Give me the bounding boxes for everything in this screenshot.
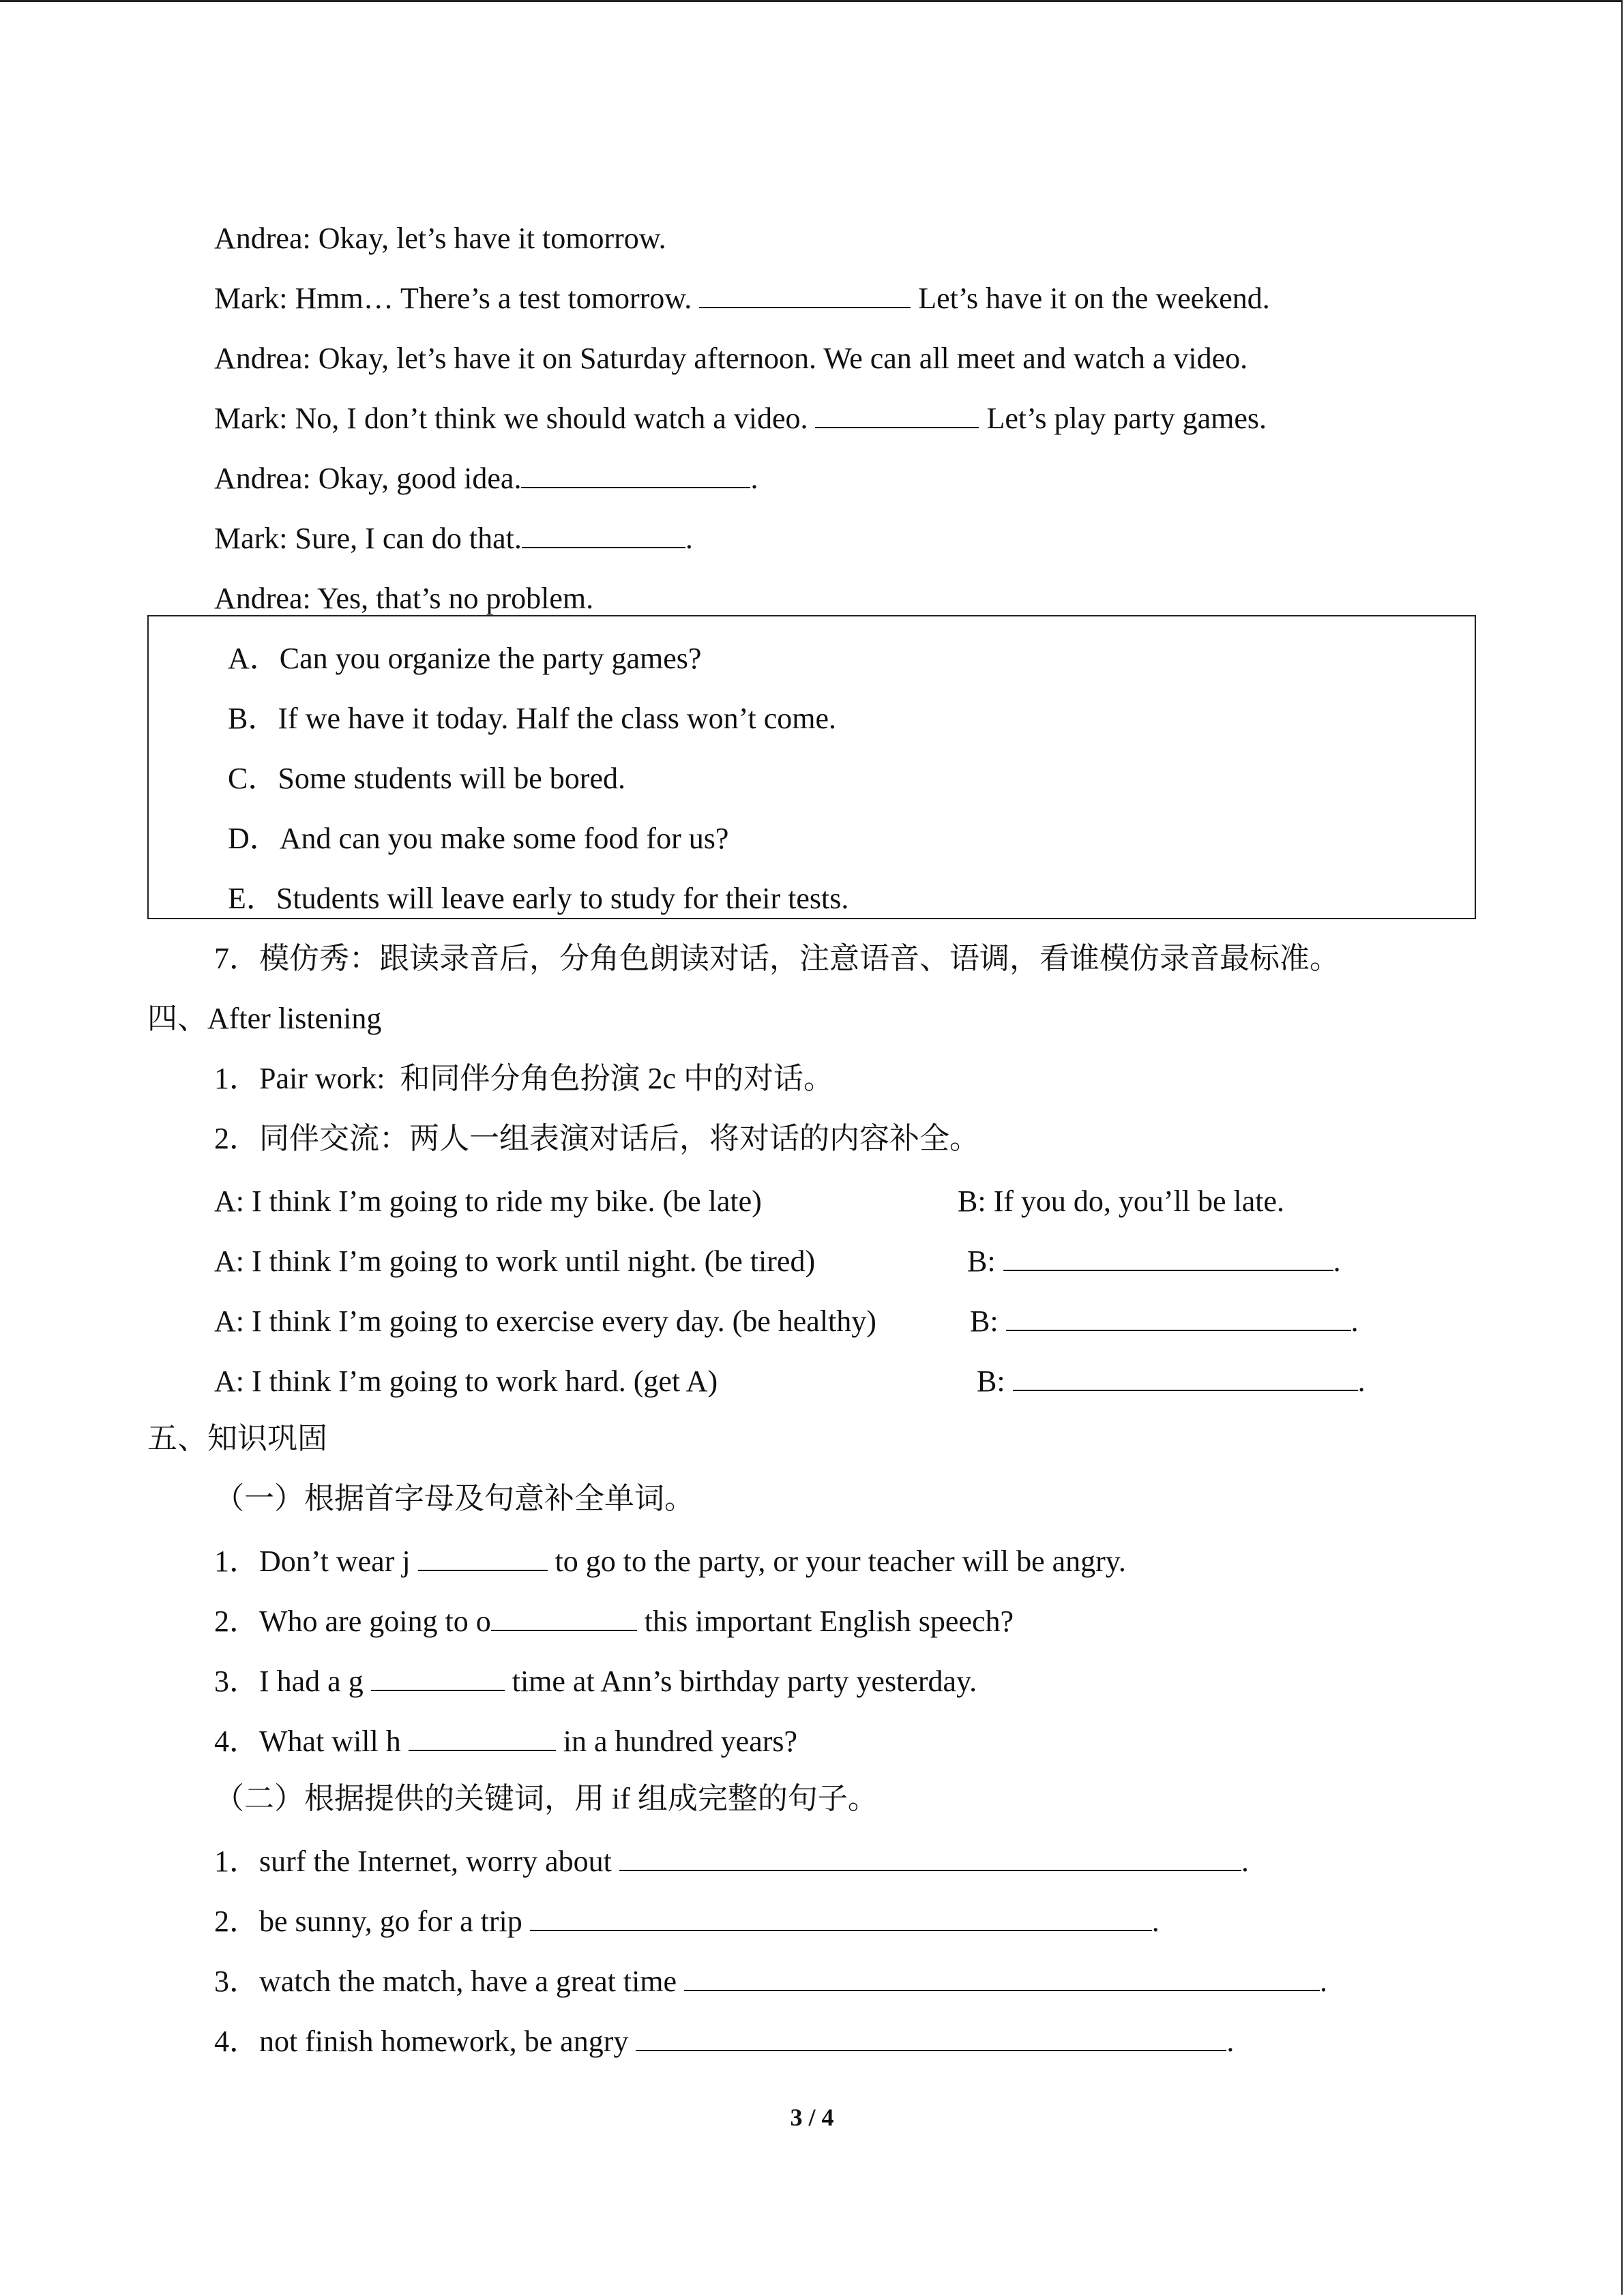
dialogue-line-4: Mark: No, I don’t think we should watch a video. Let’s play party games. (214, 400, 1267, 438)
option-d: D．And can you make some food for us? (228, 822, 729, 855)
blank[interactable] (815, 400, 979, 428)
dialogue-line-5: Andrea: Okay, good idea. . (214, 460, 758, 498)
blank[interactable] (521, 460, 750, 488)
part-1-item-2: 2．Who are going to o this important English speech? (214, 1602, 1014, 1641)
dialogue-line-7: Andrea: Yes, that’s no problem. (214, 582, 594, 615)
section-4-item-2: 2．同伴交流：两人一组表演对话后，将对话的内容补全。 (214, 1122, 979, 1155)
exchange-3-b: B: . (970, 1302, 1359, 1341)
exchange-1-a: A: I think I’m going to ride my bike. (be late) (214, 1184, 762, 1218)
blank[interactable] (371, 1663, 505, 1691)
part-1-item-1: 1．Don’t wear j to go to the party, or your teacher will be angry. (214, 1542, 1126, 1581)
option-a: A．Can you organize the party games? (228, 642, 702, 675)
exchange-1-b: B: If you do, you’ll be late. (958, 1184, 1285, 1218)
exchange-2-b: B: . (967, 1242, 1341, 1281)
blank[interactable] (409, 1723, 556, 1751)
blank[interactable] (699, 280, 911, 308)
answer-blank[interactable] (636, 2023, 1226, 2051)
part-1-item-3: 3．I had a g time at Ann’s birthday party yesterday. (214, 1663, 977, 1701)
dialogue-line-3: Andrea: Okay, let’s have it on Saturday afternoon. We can all meet and watch a video. (214, 342, 1248, 375)
dialogue-line-6: Mark: Sure, I can do that. . (214, 520, 693, 558)
option-b: B．If we have it today. Half the class won’t come. (228, 702, 836, 735)
exchange-2-a: A: I think I’m going to work until night. (be tired) (214, 1244, 816, 1278)
item-7-imitation: 7．模仿秀：跟读录音后，分角色朗读对话，注意语音、语调，看谁模仿录音最标准。 (214, 942, 1340, 975)
blank[interactable] (418, 1542, 548, 1571)
answer-blank[interactable] (530, 1903, 1152, 1931)
dialogue-line-1: Andrea: Okay, let’s have it tomorrow. (214, 222, 666, 255)
part-2-item-3: 3．watch the match, have a great time . (214, 1963, 1327, 2001)
section-4-heading: 四、After listening (147, 1002, 382, 1035)
part-2-item-2: 2．be sunny, go for a trip . (214, 1903, 1160, 1941)
answer-blank[interactable] (684, 1963, 1320, 1991)
answer-blank[interactable] (1003, 1242, 1333, 1271)
section-5-heading: 五、知识巩固 (147, 1422, 327, 1455)
part-1-title: （一）根据首字母及句意补全单词。 (214, 1482, 694, 1515)
option-c: C．Some students will be bored. (228, 762, 625, 795)
dialogue-line-2: Mark: Hmm… There’s a test tomorrow. Let’s have it on the weekend. (214, 280, 1270, 318)
part-2-item-4: 4．not finish homework, be angry . (214, 2023, 1234, 2061)
exchange-4-b: B: . (977, 1362, 1365, 1401)
answer-blank[interactable] (1006, 1302, 1351, 1331)
part-1-item-4: 4．What will h in a hundred years? (214, 1723, 797, 1761)
part-2-item-1: 1．surf the Internet, worry about . (214, 1843, 1249, 1881)
part-2-title: （二）根据提供的关键词，用 if 组成完整的句子。 (214, 1782, 878, 1815)
page-number: 3 / 4 (790, 2104, 834, 2131)
blank[interactable] (491, 1602, 637, 1631)
blank[interactable] (522, 520, 685, 548)
exchange-3-a: A: I think I’m going to exercise every day. (be healthy) (214, 1304, 876, 1338)
section-4-item-1: 1．Pair work: 和同伴分角色扮演 2c 中的对话。 (214, 1062, 834, 1095)
answer-blank[interactable] (619, 1843, 1241, 1871)
exchange-4-a: A: I think I’m going to work hard. (get A) (214, 1365, 718, 1398)
option-e: E．Students will leave early to study for their tests. (228, 882, 849, 915)
answer-blank[interactable] (1013, 1362, 1358, 1391)
